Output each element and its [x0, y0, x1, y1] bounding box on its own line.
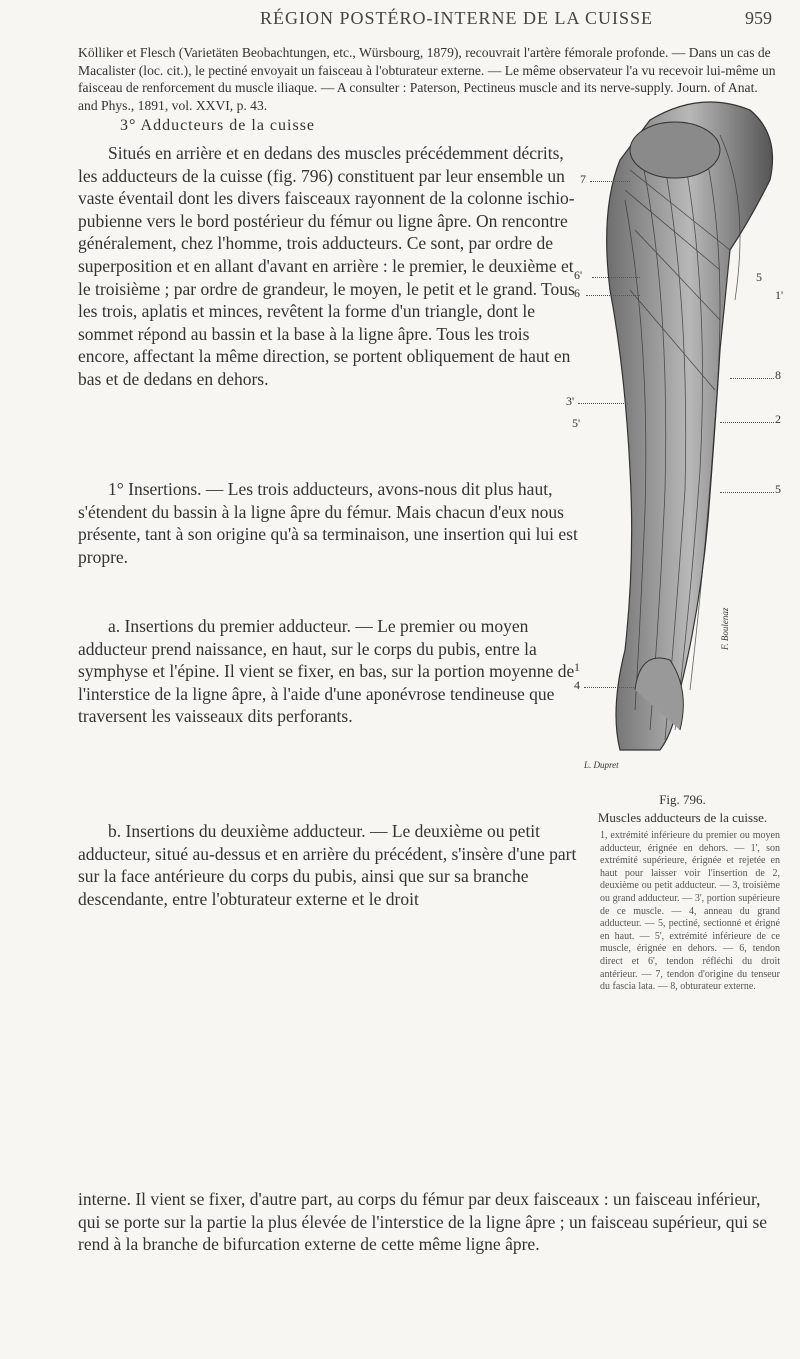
figure-label: 1' [775, 288, 784, 302]
leader-line [584, 687, 634, 688]
figure-label: 7 [580, 172, 586, 186]
figure-label: 5 [775, 482, 781, 496]
paragraph-4 [78, 820, 583, 910]
figure-label: 5 [756, 270, 762, 284]
page-number: 959 [745, 8, 772, 28]
figure-label: 2 [775, 412, 781, 426]
leader-line [720, 422, 774, 423]
paragraph-1-text: Situés en arrière et en dedans des muscles précédemment décrits, les adducteurs de la cuisse (fig. 796) constituent par leur ensemble un vaste éventail dont les divers faisceaux rayonnent de la colonne ischio-pubienne vers le bord postérieur du fémur ou ligne âpre. On rencontre généralement, chez l'homme, trois adducteurs. Ce sont, par ordre de superposition et en allant d'avant en arrière : le premier, le deuxième et le troisième ; par ordre de grandeur, le moyen, le petit et le grand. Tous les trois, aplatis et minces, revêtent la forme d'un triangle, dont le sommet répond au bassin et la base à la ligne âpre. Tous les trois encore, affectant la même direction, se portent obliquement de haut en bas et de dedans en dehors. [78, 143, 575, 389]
thigh-muscles-illustration [580, 90, 785, 780]
figure-caption-title: Fig. 796. [659, 792, 706, 807]
figure-label: 5' [572, 416, 581, 430]
leader-line [590, 181, 630, 182]
paragraph-2 [78, 478, 583, 568]
paragraph-3-text: a. Insertions du premier adducteur. — Le premier ou moyen adducteur prend naissance, en haut, sur le corps du pubis, entre la symphyse et l'épine. Il vient se fixer, en bas, sur la portion moyenne de l'interstice de la ligne âpre, à l'aide d'une aponévrose tendineuse que traversent les vaisseaux dits perforants. [78, 616, 575, 727]
paragraph-4-text: b. Insertions du deuxième adducteur. — Le deuxième ou petit adducteur, situé au-dessus et en arrière du précédent, s'insère d'une part sur la face antérieure du corps du pubis, ainsi que sur sa branche descendante, entre l'obturateur externe et le droit [78, 821, 577, 909]
figure-label: 4 [574, 678, 580, 692]
figure-label: 6 [574, 286, 580, 300]
intro-note: Kölliker et Flesch (Varietäten Beobachtungen, etc., Würsbourg, 1879), recouvrait l'artère fémorale profonde. — Dans un cas de Macalister (loc. cit.), le pectiné envoyait un faisceau à l'obturateur externe. — Le même observateur l'a vu recevoir lui-même un faisceau de renforcement du muscle iliaque. — A consulter : Paterson, Pectineus muscle and its nerve-supply. Journ. of Anat. and Phys., 1891, vol. XXVI, p. 43. [78, 45, 776, 113]
figure-label: 3' [566, 394, 575, 408]
paragraph-5-text: interne. Il vient se fixer, d'autre part, au corps du fémur par deux faisceaux : un faisceau inférieur, qui se porte sur la partie la plus élevée de l'interstice de la ligne âpre ; un faisceau supérieur, qui se rend à la branche de bifurcation externe de cette même ligne âpre. [78, 1189, 768, 1255]
paragraph-3 [78, 615, 583, 728]
leader-line [578, 403, 628, 404]
figure-label: 1 [574, 660, 580, 674]
figure-label: 6' [574, 268, 583, 282]
figure-legend: 1, extrémité inférieure du premier ou moyen adducteur, érignée en dehors. — 1', son extrémité supérieure, érignée et rejetée en haut pour laisser voir l'insertion de 2, deuxième ou petit adducteur. — 3, troisième ou grand adducteur. — 3', portion supérieure de ce muscle. — 4, anneau du grand adducteur. — 5, pectiné, sectionné et érigné en haut. — 5', extrémité inférieure de ce muscle, érignée en dehors. — 6, tendon direct et 6', tendon réfléchi du droit antérieur. — 7, tendon d'origine du tenseur du fascia lata. — 8, obturateur externe. [600, 830, 780, 993]
figure-label: 8 [775, 368, 781, 382]
figure-adductor-muscles [566, 90, 785, 780]
leader-line [592, 277, 640, 278]
figure-signature: L. Dupret [584, 760, 619, 770]
leader-line [730, 378, 774, 379]
leader-line [586, 295, 640, 296]
figure-side-signature: F. Boulenaz [720, 607, 730, 650]
page-header [0, 6, 800, 32]
leader-line [720, 492, 774, 493]
paragraph-5 [78, 1188, 783, 1256]
paragraph-2-text: 1° Insertions. — Les trois adducteurs, avons-nous dit plus haut, s'étendent du bassin à la ligne âpre du fémur. Mais chacun d'eux nous présente, tant à son origine qu'à sa terminaison, une insertion qui lui est propre. [78, 479, 578, 567]
paragraph-1 [78, 142, 583, 391]
section-heading: 3° Adducteurs de la cuisse [120, 117, 316, 134]
figure-caption-subtitle: Muscles adducteurs de la cuisse. [597, 810, 768, 825]
running-title: RÉGION POSTÉRO-INTERNE DE LA CUISSE [260, 8, 653, 28]
